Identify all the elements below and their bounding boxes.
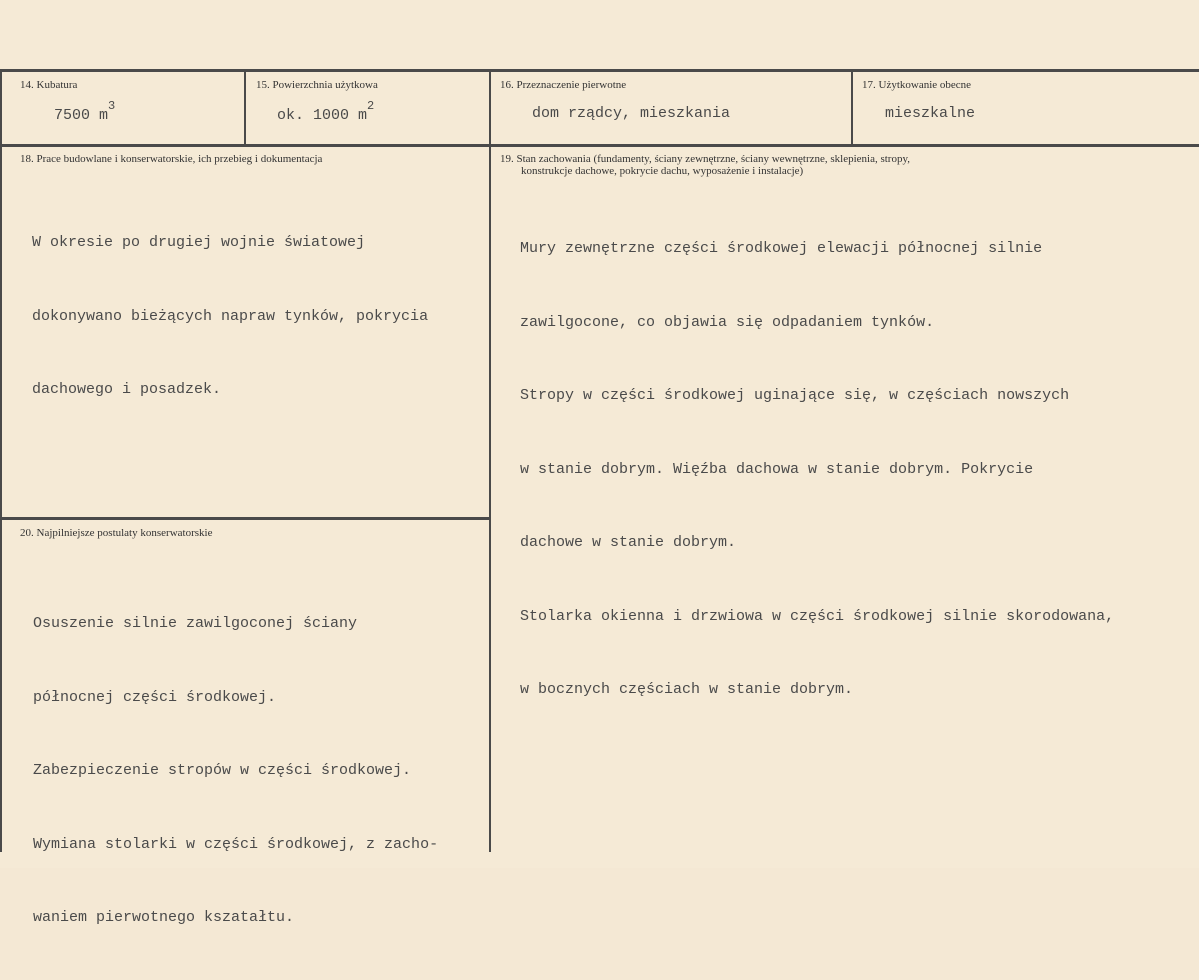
- field-20-line: Zabezpieczenie stropów w części środkowej.: [33, 762, 412, 779]
- field-14-label: 14. Kubatura: [20, 79, 78, 91]
- field-19-line: Stolarka okienna i drzwiowa w części środkowej silnie skorodowana,: [520, 607, 1115, 625]
- field-18-line: dokonywano bieżących napraw tynków, pokrycia: [32, 307, 429, 325]
- divider-14-15: [244, 70, 246, 146]
- divider-16-17: [851, 70, 853, 146]
- field-20-line: Wymiana stolarki w części środkowej, z zacho-: [33, 835, 439, 853]
- section20-top-rule: [0, 517, 490, 520]
- left-border: [0, 70, 2, 852]
- field-15-label: 15. Powierzchnia użytkowa: [256, 79, 378, 91]
- field-18-line: W okresie po drugiej wojnie światowej: [32, 234, 366, 251]
- field-17-value: mieszkalne: [885, 105, 976, 122]
- row1-bottom-rule: [0, 144, 1199, 147]
- divider-15-16: [489, 70, 491, 852]
- field-19-text: [520, 188, 1114, 752]
- field-19-line: Stropy w części środkowej uginające się, w częściach nowszych: [520, 387, 1070, 404]
- field-18-label: 18. Prace budowlane i konserwatorskie, ich przebieg i dokumentacja: [20, 153, 323, 165]
- field-20-label: 20. Najpilniejsze postulaty konserwatorskie: [20, 527, 213, 539]
- field-19-line: Mury zewnętrzne części środkowej elewacji północnej silnie: [520, 240, 1043, 257]
- field-18-text: [32, 182, 428, 452]
- field-15-value: ok. 1000 $m^2$: [277, 99, 375, 124]
- field-19-line: w stanie dobrym. Więźba dachowa w stanie dobrym. Pokrycie: [520, 460, 1034, 478]
- field-19-line: dachowe w stanie dobrym.: [520, 534, 737, 551]
- field-14-value: 7500 $m^3$: [54, 99, 116, 124]
- field-18-line: dachowego i posadzek.: [32, 381, 222, 398]
- field-20-line: Osuszenie silnie zawilgoconej ściany: [33, 615, 358, 632]
- top-rule: [0, 69, 1199, 72]
- field-20-line: północnej części środkowej.: [33, 688, 277, 706]
- field-17-label: 17. Użytkowanie obecne: [862, 79, 972, 91]
- field-19-line: w bocznych częściach w stanie dobrym.: [520, 681, 854, 698]
- field-20-text: [33, 563, 438, 980]
- field-20-line: waniem pierwotnego kszatałtu.: [33, 909, 295, 926]
- field-16-value: dom rządcy, mieszkania: [532, 105, 731, 122]
- field-19-label-line2: konstrukcje dachowe, pokrycie dachu, wyposażenie i instalacje): [521, 165, 804, 177]
- field-19-line: zawilgocone, co objawia się odpadaniem tynków.: [520, 313, 935, 331]
- field-16-label: 16. Przeznaczenie pierwotne: [500, 79, 627, 91]
- field-19-label-line1: 19. Stan zachowania (fundamenty, ściany zewnętrzne, ściany wewnętrzne, sklepienia, stropy,: [500, 153, 911, 165]
